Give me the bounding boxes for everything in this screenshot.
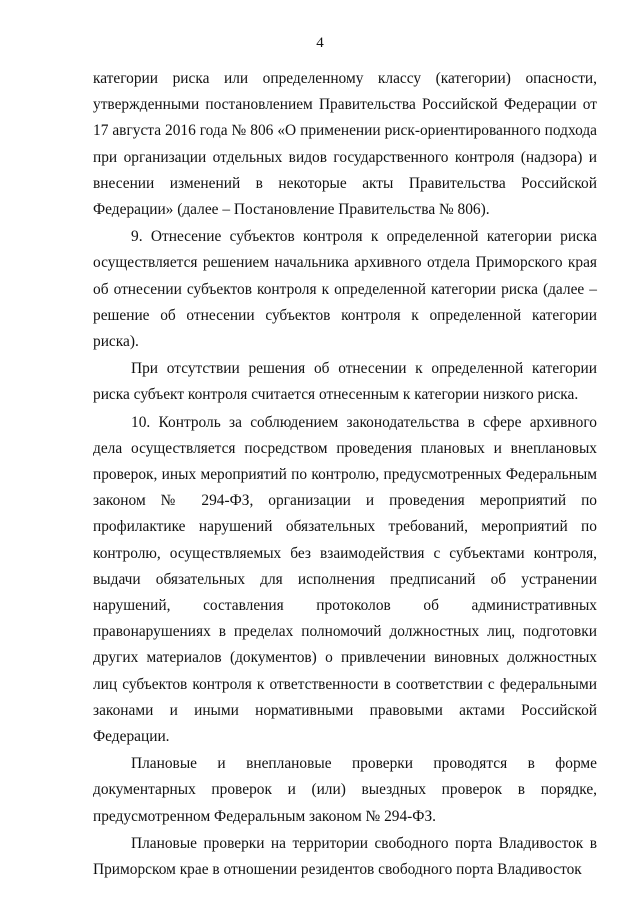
page-number: 4 <box>316 35 324 51</box>
paragraph-free-port: Плановые проверки на территории свободного порта Владивосток в Приморском крае в отношении резидентов свободного порта Владивосток <box>93 834 597 879</box>
paragraph-item-10: 10. Контроль за соблюдением законодательства в сфере архивного дела осуществляется посредством проведения плановых и внеплановых проверок, иных мероприятий по контролю, предусмотренных Федеральным законом № 294-ФЗ, организации и проведения мероприятий по профилактике нарушений обязательных требований, мероприятий по контролю, осуществляемых без взаимодействия с субъектами контроля, выдачи обязательных для исполнения предписаний об устранении нарушений, составления протоколов об административных правонарушениях в пределах полномочий должностных лиц, подготовки других материалов (документов) о привлечении виновных должностных лиц субъектов контроля к ответственности в соответствии с федеральными законами и иными нормативными правовыми актами Российской Федерации. <box>93 413 597 746</box>
document-body <box>93 66 597 883</box>
paragraph-inspection-forms: Плановые и внеплановые проверки проводятся в форме документарных проверок и (или) выездных проверок в порядке, предусмотренном Федеральным законом № 294-ФЗ. <box>93 755 597 825</box>
paragraph-continuation: категории риска или определенному классу (категории) опасности, утвержденными постановлением Правительства Российской Федерации от 17 августа 2016 года № 806 «О применении риск-ориентированного подхода при организации отдельных видов государственного контроля (надзора) и внесении изменений в некоторые акты Правительства Российской Федерации» (далее – Постановление Правительства № 806). <box>93 70 597 219</box>
paragraph-item-9: 9. Отнесение субъектов контроля к определенной категории риска осуществляется решением начальника архивного отдела Приморского края об отнесении субъектов контроля к определенной категории риска (далее – решение об отнесении субъектов контроля к определенной категории риска). <box>93 228 597 351</box>
paragraph-low-risk: При отсутствии решения об отнесении к определенной категории риска субъект контроля считается отнесенным к категории низкого риска. <box>93 360 597 404</box>
